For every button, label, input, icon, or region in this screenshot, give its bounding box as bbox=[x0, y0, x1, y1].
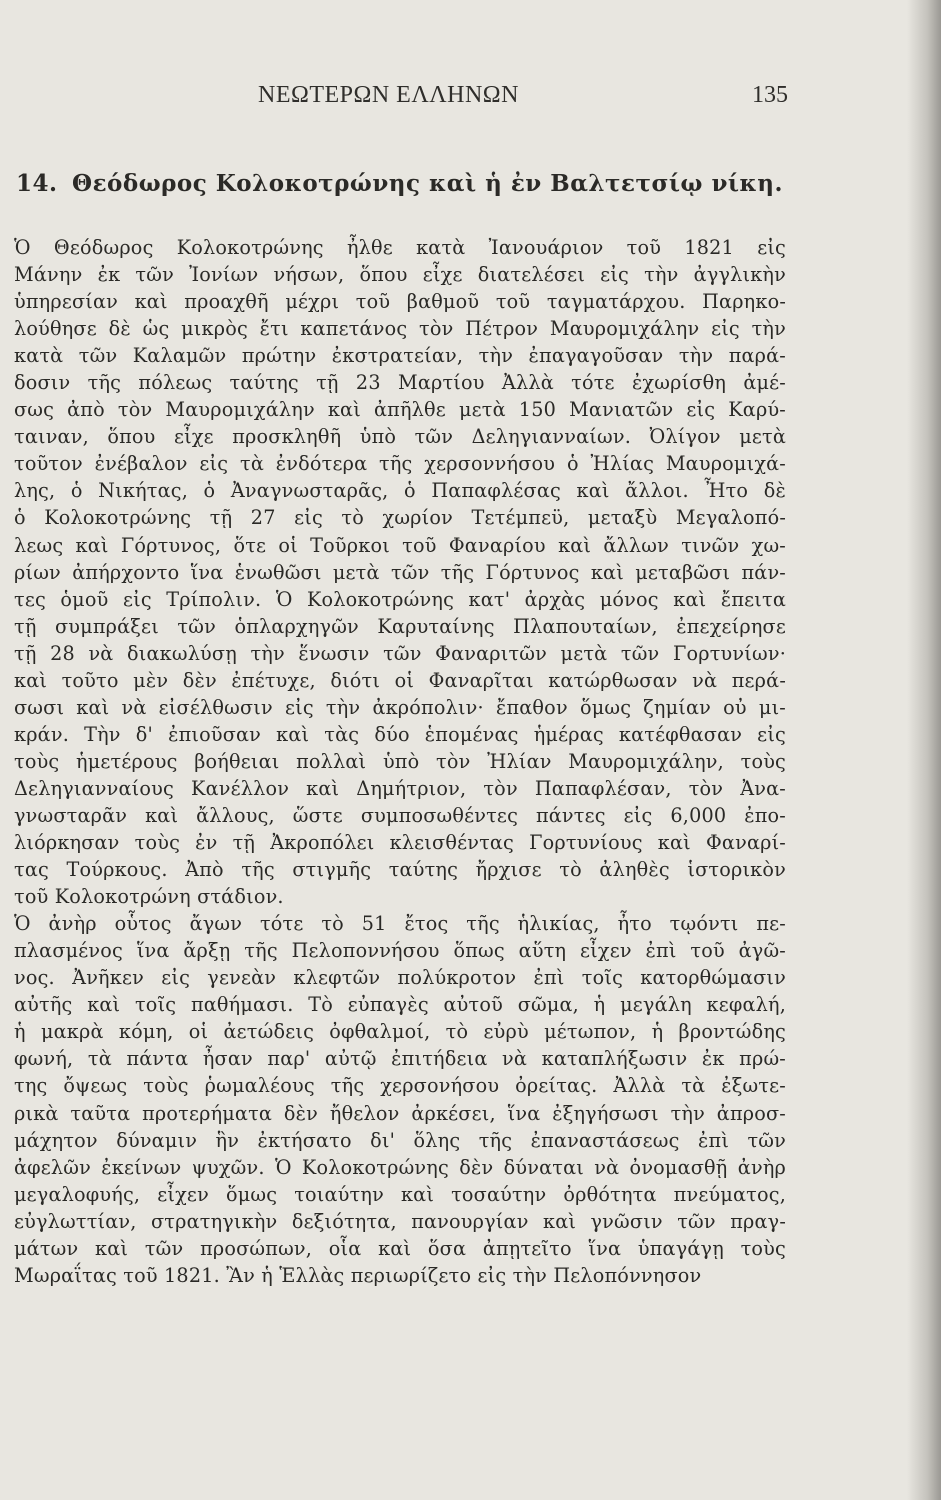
text-line: τοῦ Κολοκοτρώνη στάδιον. bbox=[14, 885, 284, 909]
body-text bbox=[14, 234, 786, 1289]
page-edge-shadow bbox=[907, 0, 941, 1500]
text-line: Μωραΐτας τοῦ 1821. Ἂν ἡ Ἑλλὰς περιωρίζετο εἰς τὴν Πελοπόννησον bbox=[14, 1263, 702, 1287]
text-line: νος. Ἀνῆκεν εἰς γενεὰν κλεφτῶν πολύκροτον ἐπὶ τοῖς κατορθώμασιν bbox=[14, 966, 786, 990]
text-line: λιόρκησαν τοὺς ἐν τῇ Ἀκροπόλει κλεισθέντας Γορτυνίους καὶ Φαναρί- bbox=[14, 831, 786, 855]
text-line: εὐγλωττίαν, στρατηγικὴν δεξιότητα, πανουργίαν καὶ γνῶσιν τῶν πραγ- bbox=[14, 1209, 786, 1233]
text-line: κατὰ τῶν Καλαμῶν πρώτην ἐκστρατείαν, τὴν ἐπαγαγοῦσαν τὴν παρά- bbox=[14, 344, 786, 368]
text-line: λης, ὁ Νικήτας, ὁ Ἀναγνωσταρᾶς, ὁ Παπαφλέσας καὶ ἄλλοι. Ἦτο δὲ bbox=[14, 479, 786, 503]
text-line: ρίων ἀπήρχοντο ἵνα ἑνωθῶσι μετὰ τῶν τῆς Γόρτυνος καὶ μεταβῶσι πάν- bbox=[14, 560, 786, 584]
page-number: 135 bbox=[752, 82, 788, 108]
text-line: της ὄψεως τοὺς ῥωμαλέους τῆς χερσονήσου ὀρείτας. Ἀλλὰ τὰ ἐξωτε- bbox=[14, 1074, 786, 1098]
text-line: τας Τούρκους. Ἀπὸ τῆς στιγμῆς ταύτης ἤρχισε τὸ ἀληθὲς ἱστορικὸν bbox=[14, 858, 786, 882]
section-number: 14. bbox=[16, 170, 58, 197]
text-line: ὑπηρεσίαν καὶ προαχθῆ μέχρι τοῦ βαθμοῦ τοῦ ταγματάρχου. Παρηκο- bbox=[14, 290, 786, 314]
text-line: φωνή, τὰ πάντα ἦσαν παρ' αὐτῷ ἐπιτήδεια νὰ καταπλήξωσιν ἐκ πρώ- bbox=[14, 1047, 786, 1071]
text-line: καὶ τοῦτο μὲν δὲν ἐπέτυχε, διότι οἱ Φαναρῖται κατώρθωσαν νὰ περά- bbox=[14, 668, 786, 692]
text-line: σως ἀπὸ τὸν Μαυρομιχάλην καὶ ἀπῆλθε μετὰ 150 Μανιατῶν εἰς Καρύ- bbox=[14, 398, 786, 422]
text-line: ἀφελῶν ἐκείνων ψυχῶν. Ὁ Κολοκοτρώνης δὲν δύναται νὰ ὀνομασθῇ ἀνὴρ bbox=[14, 1155, 786, 1179]
text-line: τες ὁμοῦ εἰς Τρίπολιν. Ὁ Κολοκοτρώνης κατ' ἀρχὰς μόνος καὶ ἔπειτα bbox=[14, 587, 786, 611]
page-header bbox=[258, 82, 788, 122]
text-line: μάτων καὶ τῶν προσώπων, οἷα καὶ ὅσα ἀπῃτεῖτο ἵνα ὑπαγάγῃ τοὺς bbox=[14, 1236, 786, 1260]
text-line: Μάνην ἐκ τῶν Ἰονίων νήσων, ὅπου εἶχε διατελέσει εἰς τὴν ἀγγλικὴν bbox=[14, 263, 786, 287]
text-line: τοῦτον ἐνέβαλον εἰς τὰ ἐνδότερα τῆς χερσοννήσου ὁ Ἠλίας Μαυρομιχά- bbox=[14, 452, 786, 476]
section-heading bbox=[16, 170, 816, 197]
text-line: μεγαλοφυής, εἶχεν ὅμως τοιαύτην καὶ τοσαύτην ὀρθότητα πνεύματος, bbox=[14, 1182, 786, 1206]
text-line: λούθησε δὲ ὡς μικρὸς ἔτι καπετάνος τὸν Πέτρον Μαυρομιχάλην εἰς τὴν bbox=[14, 317, 786, 341]
section-title: Θεόδωρος Κολοκοτρώνης καὶ ἡ ἐν Βαλτετσίῳ νίκη. bbox=[72, 170, 784, 197]
text-line: γνωσταρᾶν καὶ ἄλλους, ὥστε συμποσωθέντες πάντες εἰς 6,000 ἐπο- bbox=[14, 803, 786, 827]
text-line: δοσιν τῆς πόλεως ταύτης τῇ 23 Μαρτίου Ἀλλὰ τότε ἐχωρίσθη ἀμέ- bbox=[14, 371, 786, 395]
text-line: Ὁ Θεόδωρος Κολοκοτρώνης ἦλθε κατὰ Ἰανουάριον τοῦ 1821 εἰς bbox=[14, 236, 786, 259]
text-line: μάχητον δύναμιν ἣν ἐκτήσατο δι' ὅλης τῆς ἐπαναστάσεως ἐπὶ τῶν bbox=[14, 1128, 786, 1152]
text-line: τῇ 28 νὰ διακωλύσῃ τὴν ἕνωσιν τῶν Φαναριτῶν μετὰ τῶν Γορτυνίων· bbox=[14, 641, 786, 665]
text-line: κράν. Τὴν δ' ἐπιοῦσαν καὶ τὰς δύο ἑπομένας ἡμέρας κατέφθασαν εἰς bbox=[14, 722, 786, 746]
text-line: ὁ Κολοκοτρώνης τῇ 27 εἰς τὸ χωρίον Τετέμπεϋ, μεταξὺ Μεγαλοπό- bbox=[14, 506, 786, 530]
text-line: αὐτῆς καὶ τοῖς παθήμασι. Τὸ εὐπαγὲς αὐτοῦ σῶμα, ἡ μεγάλη κεφαλή, bbox=[14, 993, 786, 1017]
text-line: ἡ μακρὰ κόμη, οἱ ἀετώδεις ὀφθαλμοί, τὸ εὐρὺ μέτωπον, ἡ βροντώδης bbox=[14, 1020, 786, 1044]
text-line: σωσι καὶ νὰ εἰσέλθωσιν εἰς τὴν ἀκρόπολιν· ἔπαθον ὅμως ζημίαν οὐ μι- bbox=[14, 695, 786, 719]
text-line: πλασμένος ἵνα ἄρξῃ τῆς Πελοποννήσου ὅπως αὕτη εἶχεν ἐπὶ τοῦ ἀγῶ- bbox=[14, 939, 786, 963]
text-line: Ὁ ἀνὴρ οὗτος ἄγων τότε τὸ 51 ἔτος τῆς ἡλικίας, ἦτο τῳόντι πε- bbox=[14, 912, 786, 936]
text-line: τοὺς ἡμετέρους βοήθειαι πολλαὶ ὑπὸ τὸν Ἠλίαν Μαυρομιχάλην, τοὺς bbox=[14, 749, 786, 773]
text-line: Δεληγιανναίους Κανέλλον καὶ Δημήτριον, τὸν Παπαφλέσαν, τὸν Ἀνα- bbox=[14, 776, 786, 800]
running-title: ΝΕΩΤΕΡΩΝ ΕΛΛΗΝΩΝ bbox=[258, 82, 519, 108]
text-line: ταιναν, ὅπου εἶχε προσκληθῆ ὑπὸ τῶν Δεληγιανναίων. Ὀλίγον μετὰ bbox=[14, 425, 786, 449]
text-line: λεως καὶ Γόρτυνος, ὅτε οἱ Τοῦρκοι τοῦ Φαναρίου καὶ ἄλλων τινῶν χω- bbox=[14, 533, 786, 557]
text-line: τῇ συμπράξει τῶν ὁπλαρχηγῶν Καρυταίνης Πλαπουταίων, ἐπεχείρησε bbox=[14, 614, 786, 638]
text-line: ρικὰ ταῦτα προτερήματα δὲν ἤθελον ἀρκέσει, ἵνα ἐξηγήσωσι τὴν ἀπροσ- bbox=[14, 1101, 786, 1125]
